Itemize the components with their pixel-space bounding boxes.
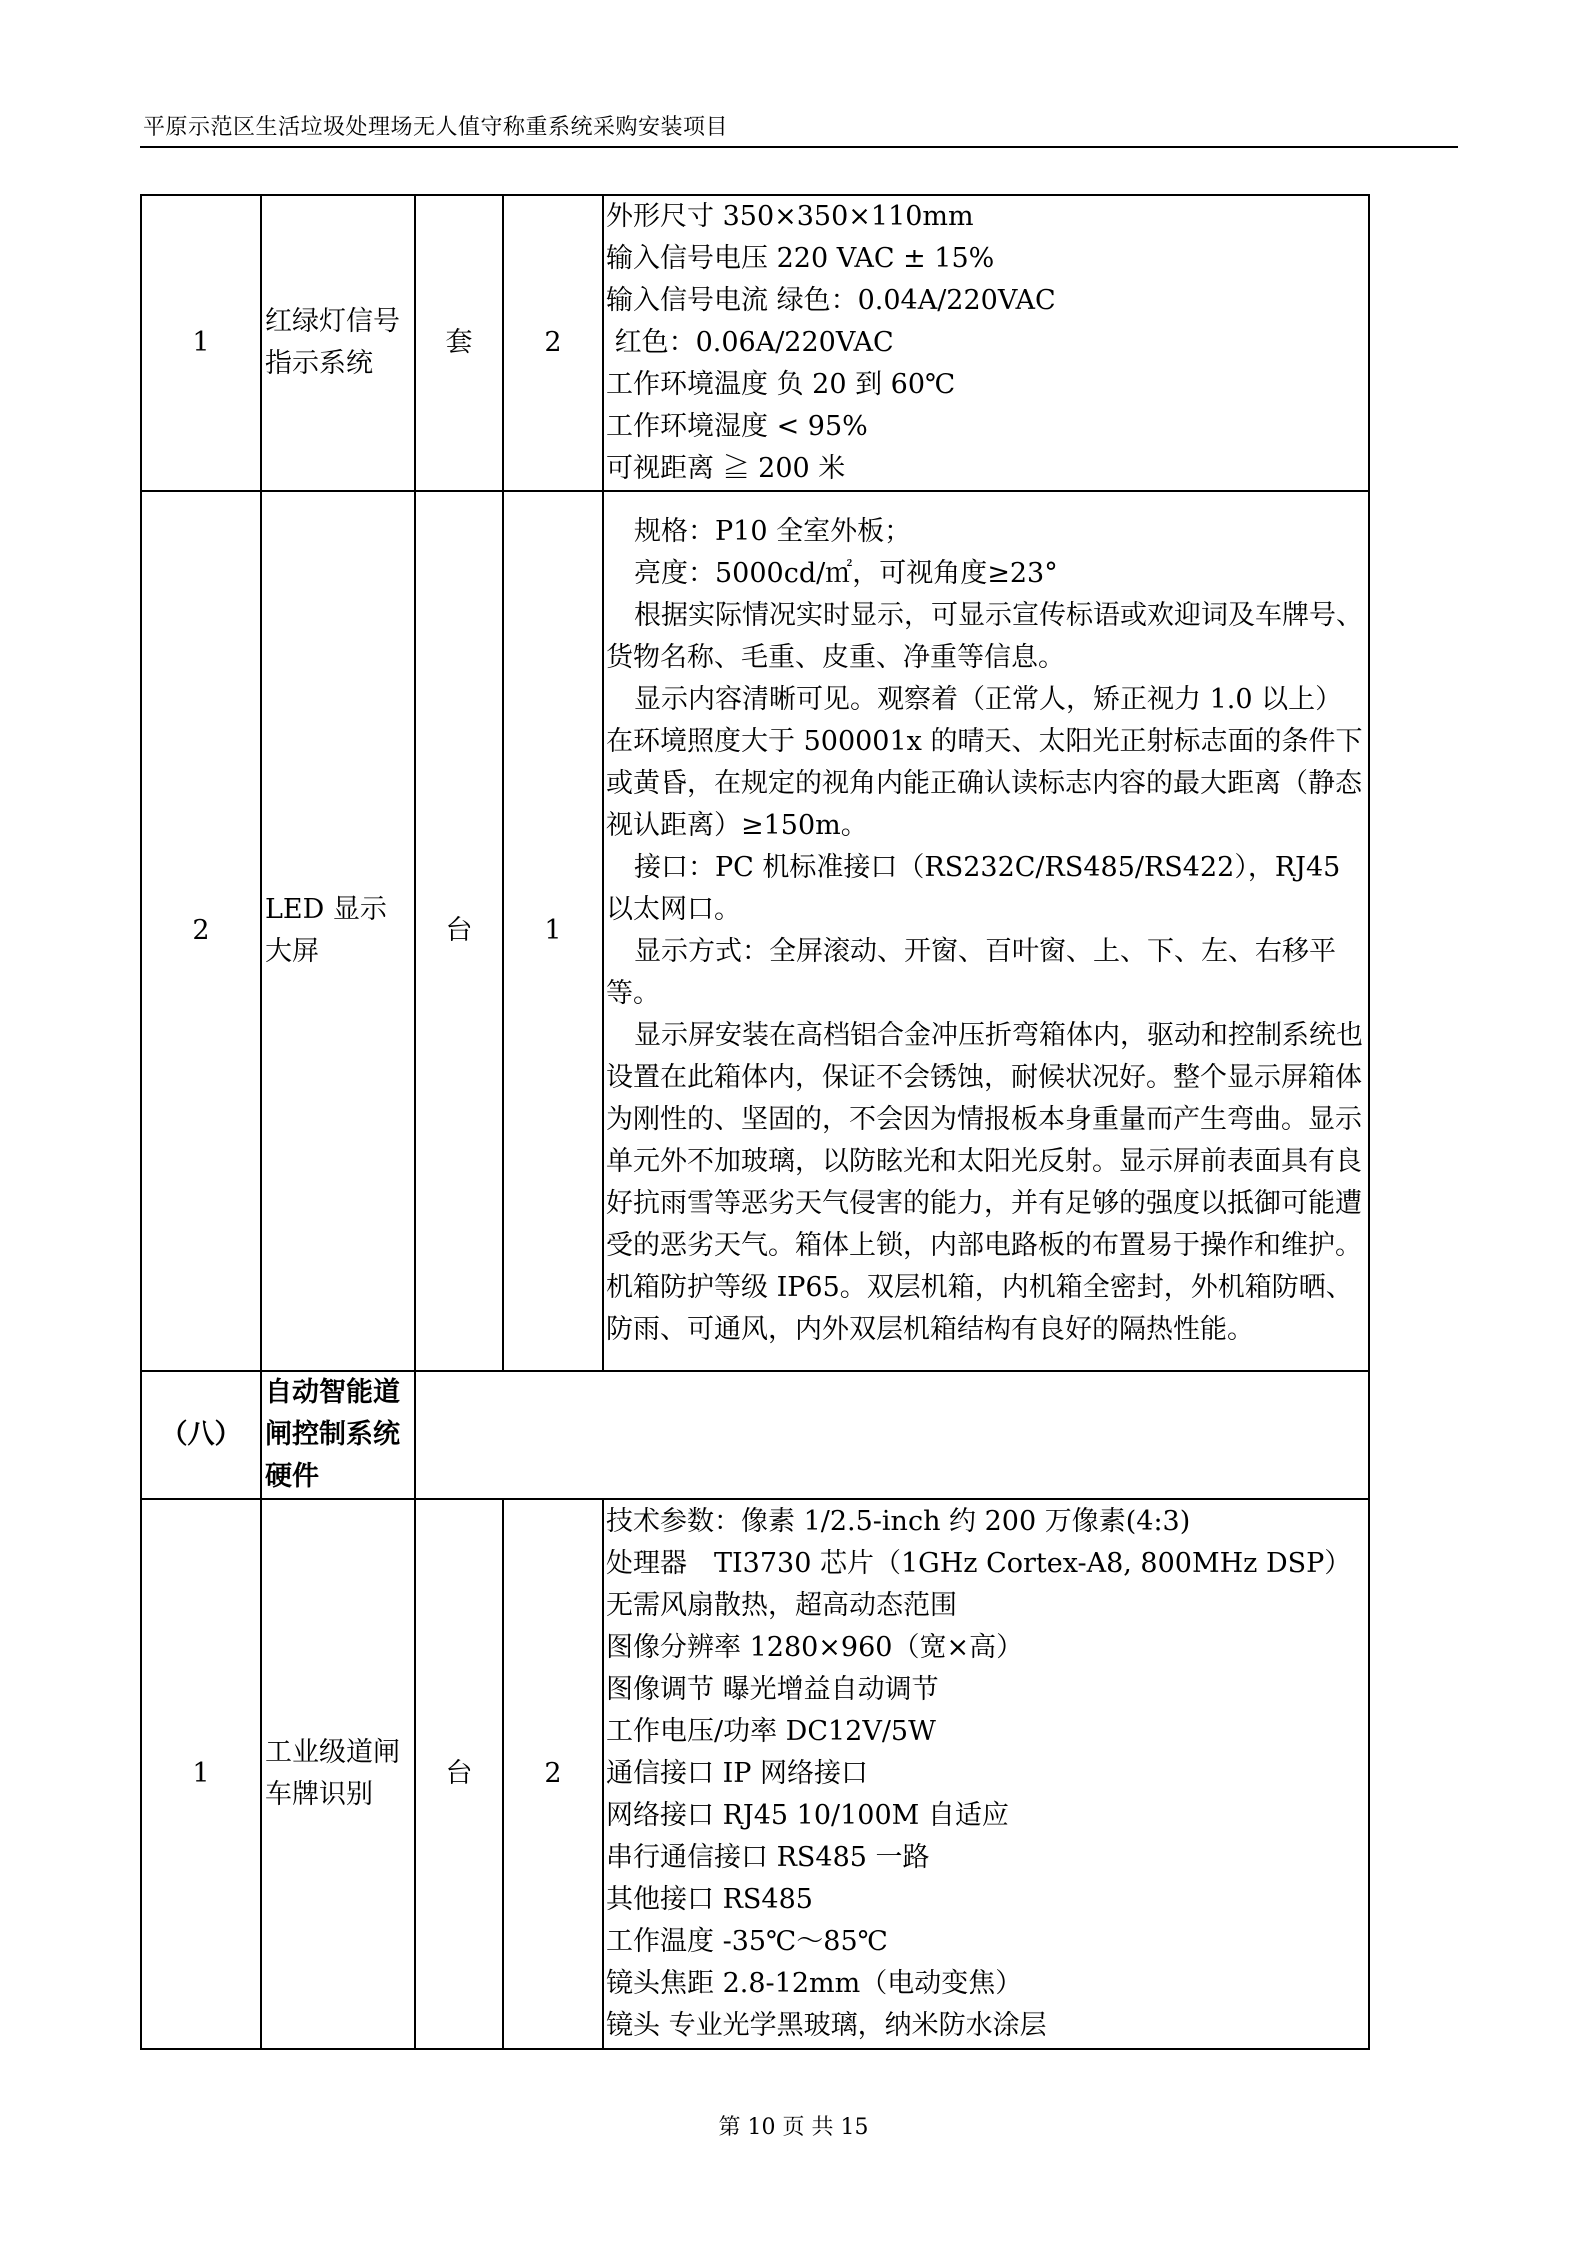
section-empty-cell — [415, 1371, 1369, 1499]
item-unit: 套 — [415, 195, 503, 491]
spec-table — [140, 194, 1370, 2050]
table-row — [141, 195, 1369, 491]
item-spec — [603, 491, 1369, 1371]
spec-paragraph: 接口：PC 机标准接口（RS232C/RS485/RS422），RJ45 以太网口。 — [606, 852, 1341, 925]
spec-line: 红色：0.06A/220VAC — [606, 327, 894, 358]
section-title: 自动智能道闸控制系统硬件 — [261, 1371, 415, 1499]
spec-paragraph: 亮度：5000cd/㎡，可视角度≥23° — [634, 558, 1058, 589]
spec-line: 工作温度 -35℃～85℃ — [606, 1926, 888, 1957]
header-divider — [140, 146, 1458, 148]
spec-paragraph: 规格：P10 全室外板； — [634, 516, 912, 547]
spec-line: 镜头 专业光学黑玻璃，纳米防水涂层 — [606, 2010, 1047, 2041]
row-seq: 1 — [141, 1499, 261, 2049]
item-spec — [603, 1499, 1369, 2049]
section-seq: （八） — [141, 1371, 261, 1499]
spec-line: 其他接口 RS485 — [606, 1884, 813, 1915]
spec-line: 技术参数：像素 1/2.5-inch 约 200 万像素(4:3) — [606, 1506, 1191, 1537]
spec-paragraph: 显示方式：全屏滚动、开窗、百叶窗、上、下、左、右移平等。 — [606, 936, 1336, 1009]
item-name: LED 显示大屏 — [261, 491, 415, 1371]
spec-line: 镜头焦距 2.8-12mm（电动变焦） — [606, 1968, 1023, 1999]
table-row — [141, 1499, 1369, 2049]
spec-line: 外形尺寸 350×350×110mm — [606, 201, 974, 232]
spec-line: 网络接口 RJ45 10/100M 自适应 — [606, 1800, 1009, 1831]
spec-line: 图像调节 曝光增益自动调节 — [606, 1674, 939, 1705]
spec-paragraph: 机箱防护等级 IP65。双层机箱，内机箱全密封，外机箱防晒、防雨、可通风，内外双层机箱结构有良好的隔热性能。 — [606, 1272, 1353, 1345]
page-number: 第 10 页 共 15 — [718, 2115, 869, 2140]
item-qty: 2 — [503, 195, 603, 491]
item-name: 工业级道闸车牌识别 — [261, 1499, 415, 2049]
item-unit: 台 — [415, 1499, 503, 2049]
spec-paragraph: 根据实际情况实时显示，可显示宣传标语或欢迎词及车牌号、货物名称、毛重、皮重、净重等信息。 — [606, 600, 1363, 673]
spec-line: 串行通信接口 RS485 一路 — [606, 1842, 930, 1873]
table-row — [141, 491, 1369, 1371]
spec-line: 可视距离 ≧ 200 米 — [606, 453, 846, 484]
spec-paragraph: 显示屏安装在高档铝合金冲压折弯箱体内，驱动和控制系统也设置在此箱体内，保证不会锈蚀，耐候状况好。整个显示屏箱体为刚性的、坚固的，不会因为情报板本身重量而产生弯曲。显示单元外不加玻璃，以防眩光和太阳光反射。显示屏前表面具有良好抗雨雪等恶劣天气侵害的能力，并有足够的强度以抵御可能遭受的恶劣天气。箱体上锁，内部电路板的布置易于操作和维护。 — [606, 1020, 1363, 1261]
item-name: 红绿灯信号指示系统 — [261, 195, 415, 491]
item-unit: 台 — [415, 491, 503, 1371]
spec-paragraph: 显示内容清晰可见。观察着（正常人，矫正视力 1.0 以上）在环境照度大于 500001x 的晴天、太阳光正射标志面的条件下或黄昏，在规定的视角内能正确认读标志内容的最大距离（静态视认距离）≥150m。 — [606, 684, 1363, 841]
spec-line: 图像分辨率 1280×960（宽×高） — [606, 1632, 1024, 1663]
spec-line: 工作电压/功率 DC12V/5W — [606, 1716, 936, 1747]
spec-line: 输入信号电流 绿色：0.04A/220VAC — [606, 285, 1056, 316]
section-row — [141, 1371, 1369, 1499]
item-qty: 1 — [503, 491, 603, 1371]
spec-line: 无需风扇散热，超高动态范围 — [606, 1590, 957, 1621]
spec-line: 输入信号电压 220 VAC ± 15% — [606, 243, 995, 274]
spec-line: 工作环境温度 负 20 到 60℃ — [606, 369, 956, 400]
item-spec — [603, 195, 1369, 491]
spec-line: 工作环境湿度 < 95% — [606, 411, 868, 442]
spec-line: 通信接口 IP 网络接口 — [606, 1758, 868, 1789]
item-qty: 2 — [503, 1499, 603, 2049]
spec-line: 处理器 TI3730 芯片（1GHz Cortex-A8, 800MHz DSP） — [606, 1548, 1352, 1579]
row-seq: 2 — [141, 491, 261, 1371]
document-header: 平原示范区生活垃圾处理场无人值守称重系统采购安装项目 — [143, 115, 729, 140]
row-seq: 1 — [141, 195, 261, 491]
